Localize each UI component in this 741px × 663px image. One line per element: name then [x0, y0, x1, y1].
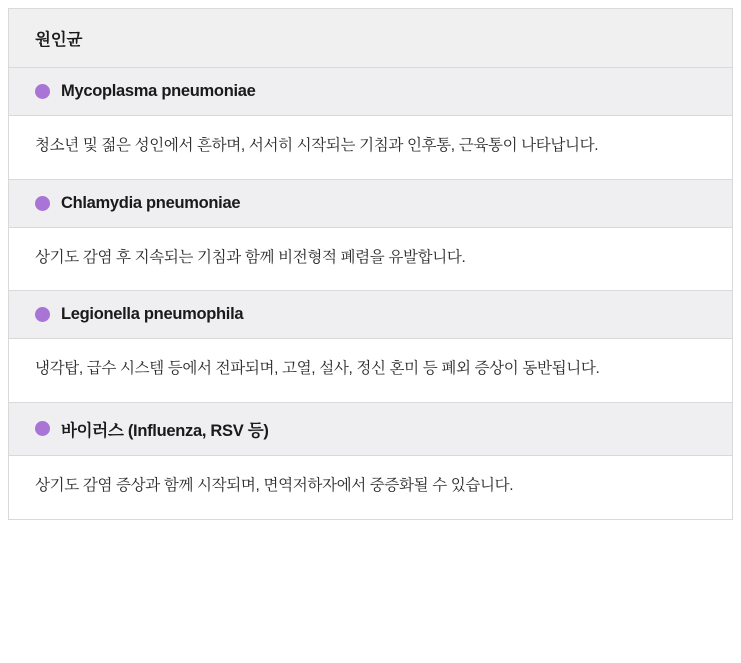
- pathogen-name: Mycoplasma pneumoniae: [61, 82, 256, 100]
- table-header-title: 원인균: [35, 31, 83, 49]
- bullet-dot-icon: [35, 196, 50, 211]
- pathogen-name: 바이러스 (Influenza, RSV 등): [61, 421, 269, 440]
- pathogen-description: 청소년 및 젊은 성인에서 흔하며, 서서히 시작되는 기침과 인후통, 근육통이 나타납니다.: [35, 137, 599, 154]
- pathogen-description: 상기도 감염 증상과 함께 시작되며, 면역저하자에서 중증화될 수 있습니다.: [35, 476, 514, 494]
- bullet-dot-icon: [35, 421, 50, 436]
- pathogen-table: [8, 8, 733, 520]
- bullet-dot-icon: [35, 307, 50, 322]
- table-row: [9, 180, 732, 228]
- table-row: [9, 68, 732, 116]
- table-header-row: [9, 9, 732, 68]
- pathogen-description: 냉각탑, 급수 시스템 등에서 전파되며, 고열, 설사, 정신 혼미 등 폐외 증상이 동반됩니다.: [35, 360, 600, 378]
- table-row: [9, 339, 732, 403]
- pathogen-name: Chlamydia pneumoniae: [61, 193, 241, 212]
- table-row: [9, 456, 732, 520]
- table-row: [9, 228, 732, 292]
- pathogen-name: Legionella pneumophila: [61, 305, 244, 324]
- bullet-dot-icon: [35, 84, 50, 99]
- table-row: [9, 403, 732, 456]
- pathogen-description: 상기도 감염 후 지속되는 기침과 함께 비전형적 폐렴을 유발합니다.: [35, 248, 466, 266]
- table-row: [9, 116, 732, 180]
- table-row: [9, 291, 732, 339]
